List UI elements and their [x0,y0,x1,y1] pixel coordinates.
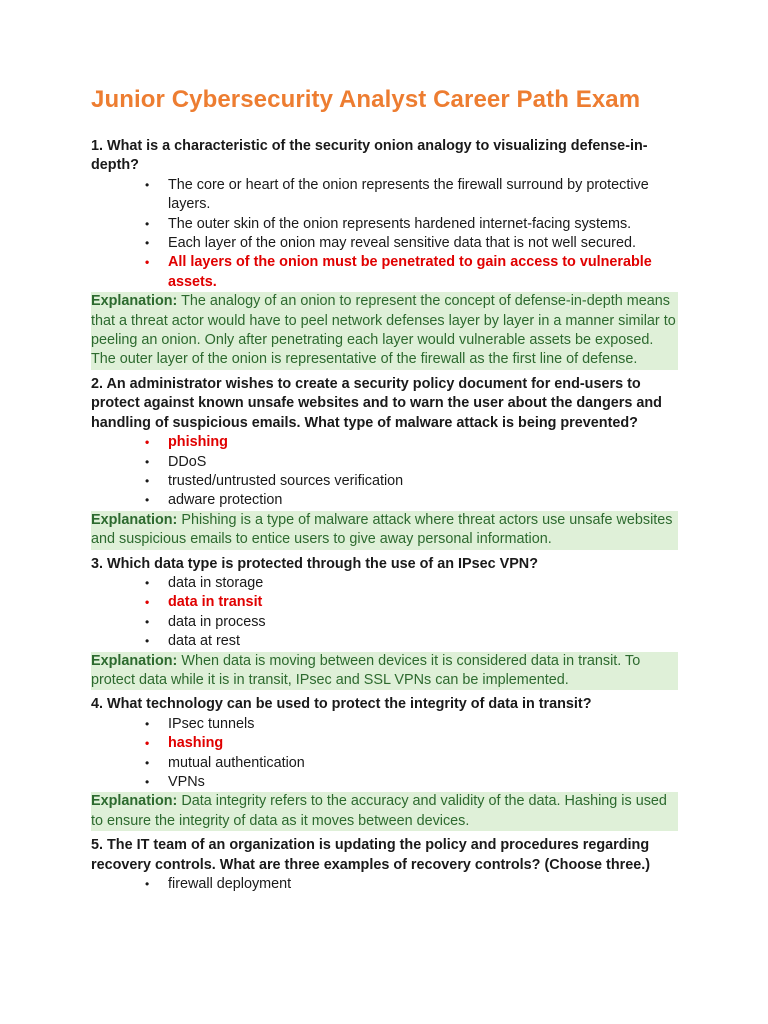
answer-option: • data in storage [168,574,686,593]
question-text: 1. What is a characteristic of the security onion analogy to visualizing defense-in-depth? [91,138,648,174]
answer-options [91,176,686,292]
answer-option: • The outer skin of the onion represents hardened internet-facing systems. [168,215,686,234]
answer-option: • Each layer of the onion may reveal sensitive data that is not well secured. [168,234,686,253]
answer-option: • VPNs [168,773,686,792]
correct-answer-option: • data in transit [168,593,686,612]
answer-option: • data in process [168,613,686,632]
explanation-box [91,292,678,370]
answer-option: • DDoS [168,453,686,472]
correct-answer-option: • hashing [168,734,686,753]
answer-options [91,433,686,511]
question-block [91,695,686,831]
correct-answer-option: • All layers of the onion must be penetrated to gain access to vulnerable assets. [168,253,686,292]
answer-options [91,875,686,894]
question-block [91,375,686,550]
question-block [91,137,686,370]
question-block [91,555,686,691]
question-text: 4. What technology can be used to protect the integrity of data in transit? [91,696,592,713]
page-title: Junior Cybersecurity Analyst Career Path Exam [91,86,641,113]
explanation-box [91,792,678,831]
question-text: 3. Which data type is protected through the use of an IPsec VPN? [91,555,538,572]
answer-option: • firewall deployment [168,875,686,894]
question-text: 5. The IT team of an organization is updating the policy and procedures regarding recovery controls. What are three examples of recovery controls? (Choose three.) [91,837,651,873]
answer-options [91,574,686,652]
explanation-text: Data integrity refers to the accuracy and validity of the data. Hashing is used to ensure the integrity of data as it moves between devices. [91,793,667,829]
correct-answer-option: • phishing [168,433,686,452]
answer-options [91,715,686,793]
question-text: 2. An administrator wishes to create a security policy document for end-users to protect against known unsafe websites and to warn the user about the dangers and handling of suspicious emails. What type of malware attack is being prevented? [91,375,662,431]
answer-option: • IPsec tunnels [168,715,686,734]
questions-list [91,137,686,894]
answer-option: • adware protection [168,491,686,510]
explanation-box [91,511,678,550]
explanation-label: Explanation: [91,652,178,669]
explanation-text: When data is moving between devices it is considered data in transit. To protect data while it is in transit, IPsec and SSL VPNs can be implemented. [91,652,641,688]
explanation-text: Phishing is a type of malware attack where threat actors use unsafe websites and suspicious emails to entice users to give away personal information. [91,511,673,548]
explanation-text: The analogy of an onion to represent the concept of defense-in-depth means that a threat actor would have to peel network defenses layer by layer in a manner similar to peeling an onion. Only after penetrating each layer would vulnerable assets be exposed. The outer layer of the onion is representative of the firewall as the first line of defense. [91,293,676,368]
explanation-label: Explanation: [91,511,178,528]
explanation-box [91,652,678,691]
explanation-label: Explanation: [91,293,178,310]
answer-option: • data at rest [168,632,686,651]
answer-option: • The core or heart of the onion represents the firewall surround by protective layers. [168,176,686,215]
question-block [91,836,686,894]
explanation-label: Explanation: [91,793,178,810]
answer-option: • mutual authentication [168,754,686,773]
answer-option: • trusted/untrusted sources verification [168,472,686,491]
